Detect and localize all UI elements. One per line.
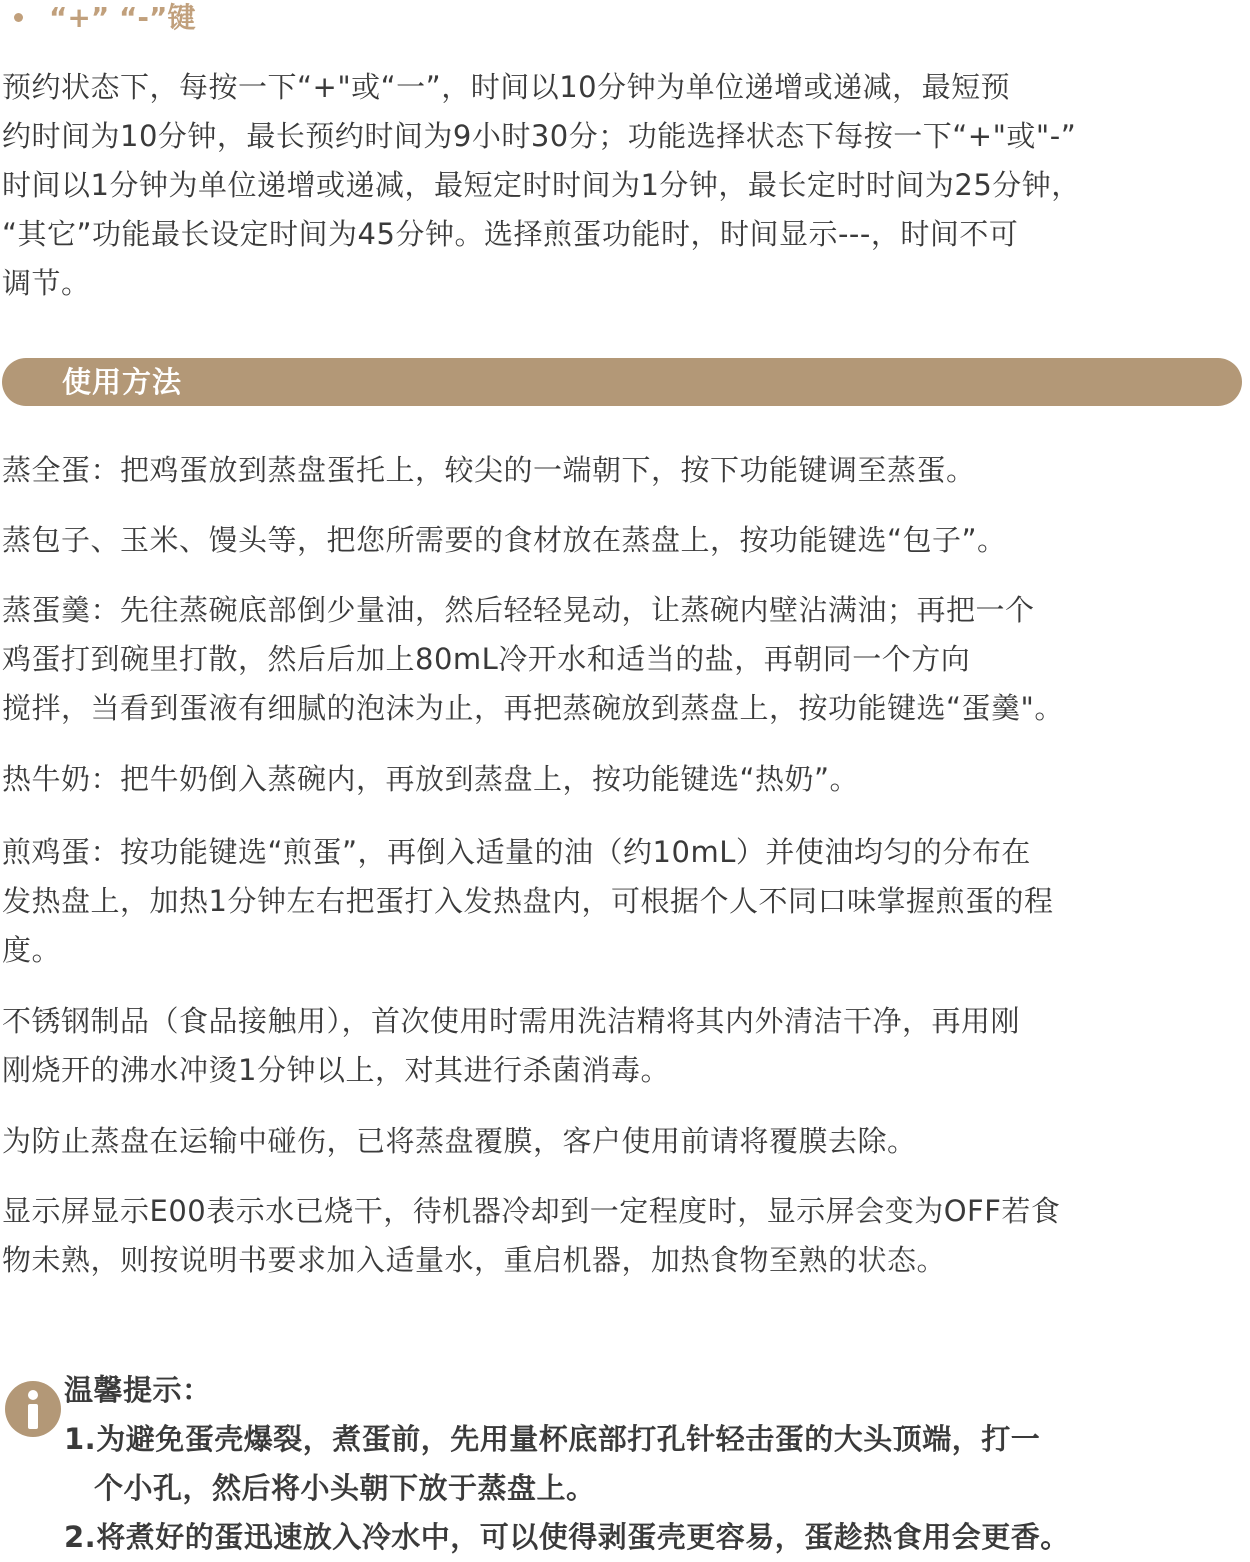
usage-paragraph-stainless-steel: 不锈钢制品（食品接触用），首次使用时需用洗洁精将其内外清洁干净，再用刚 刚烧开的沸水冲烫1分钟以上，对其进行杀菌消毒。 bbox=[2, 1004, 1021, 1087]
usage-section-header bbox=[2, 358, 1242, 406]
keys-paragraph: 预约状态下，每按一下“+"或“一”，时间以10分钟为单位递增或递减，最短预 约时间为10分钟，最长预约时间为9小时30分；功能选择状态下每按一下“+"或"-” 时间以1分钟为单位递增或递减，最短定时时间为1分钟，最长定时时间为25分钟， “其它”功能最长设定时间为45分钟。选择煎蛋功能时，时间显示---，时间不可 调节。 bbox=[2, 70, 1081, 300]
usage-paragraph-film: 为防止蒸盘在运输中碰伤，已将蒸盘覆膜，客户使用前请将覆膜去除。 bbox=[2, 1124, 917, 1158]
usage-paragraph-fried-egg: 煎鸡蛋：按功能键选“煎蛋”，再倒入适量的油（约10mL）并使油均匀的分布在 发热盘上，加热1分钟左右把蛋打入发热盘内，可根据个人不同口味掌握煎蛋的程 度。 bbox=[2, 835, 1054, 967]
usage-paragraph-steam-buns: 蒸包子、玉米、馒头等，把您所需要的食材放在蒸盘上，按功能键选“包子”。 bbox=[2, 523, 1007, 557]
bullet-icon bbox=[14, 13, 23, 22]
keys-heading-text: “+” “-”键 bbox=[49, 1, 196, 34]
usage-paragraph-egg-custard: 蒸蛋羹：先往蒸碗底部倒少量油，然后轻轻晃动，让蒸碗内壁沾满油；再把一个 鸡蛋打到碗里打散，然后后加上80mL冷开水和适当的盐，再朝同一个方向 搅拌，当看到蛋液有细腻的泡沫为止，再把蒸碗放到蒸盘上，按功能键选“蛋羹"。 bbox=[2, 593, 1064, 725]
usage-paragraph-hot-milk: 热牛奶：把牛奶倒入蒸碗内，再放到蒸盘上，按功能键选“热奶”。 bbox=[2, 762, 860, 796]
info-icon bbox=[5, 1381, 61, 1437]
tips-block bbox=[64, 1366, 1248, 1562]
usage-paragraph-steam-egg: 蒸全蛋：把鸡蛋放到蒸盘蛋托上，较尖的一端朝下，按下功能键调至蒸蛋。 bbox=[2, 453, 976, 487]
tip-item-1-line-1: 1.为避免蛋壳爆裂，煮蛋前，先用量杯底部打孔针轻击蛋的大头顶端，打一 bbox=[64, 1422, 1041, 1456]
tip-item-1-line-2: 个小孔，然后将小头朝下放于蒸盘上。 bbox=[94, 1471, 596, 1505]
usage-paragraph-display-error: 显示屏显示E00表示水已烧干，待机器冷却到一定程度时，显示屏会变为OFF若食 物未熟，则按说明书要求加入适量水，重启机器，加热食物至熟的状态。 bbox=[2, 1194, 1061, 1277]
usage-section-title: 使用方法 bbox=[62, 365, 183, 399]
keys-heading bbox=[14, 0, 195, 36]
tips-title: 温馨提示： bbox=[64, 1373, 212, 1407]
tip-item-2: 2.将煮好的蛋迅速放入冷水中，可以使得剥蛋壳更容易，蛋趁热食用会更香。 bbox=[64, 1520, 1070, 1554]
